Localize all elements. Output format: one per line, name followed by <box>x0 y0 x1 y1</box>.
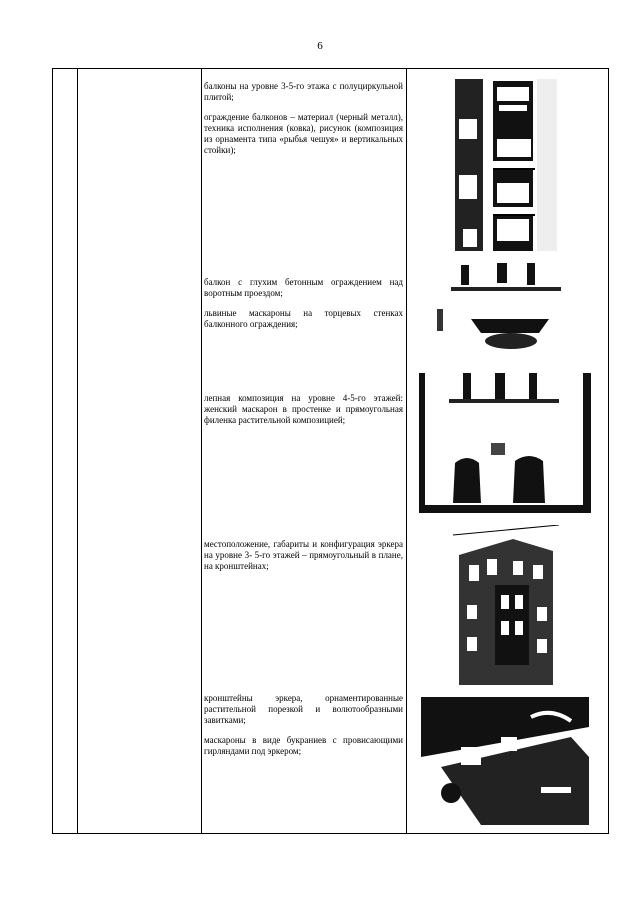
entry-1-paragraph-2: ограждение балконов – материал (черный металл), техника исполнения (ковка), рисунок (композиция из орнамента типа «рыбья чешуя» и вертикальных стойки); <box>204 112 403 155</box>
entry-5-paragraph-2: маскароны в виде букраниев с провисающими гирляндами под эркером; <box>204 735 403 756</box>
stucco-composition-photo <box>419 373 591 513</box>
entry-5-paragraph-1: кронштейны эркера, орнаментированные растительной порезкой и волютообразными завитками; <box>204 693 403 725</box>
entry-2-paragraph-2: львиные маскароны на торцевых стенках балконного ограждения; <box>204 308 403 329</box>
entry-text-1 <box>202 81 407 165</box>
entry-1-paragraph-1: балконы на уровне 3-5-го этажа с полуциркульной плитой; <box>204 81 403 102</box>
table-row <box>53 69 609 834</box>
row-number-cell <box>53 69 78 834</box>
entry-3-paragraph-1: лепная композиция на уровне 4-5-го этажей: женский маскарон в простенке и прямоугольная филенка растительной композицией; <box>204 393 403 425</box>
bay-window-photo <box>453 525 559 685</box>
balcony-over-gateway-photo <box>431 263 581 357</box>
entry-text-3 <box>202 393 407 435</box>
building-balconies-photo <box>453 79 557 251</box>
entry-text-2 <box>202 277 407 339</box>
object-name-cell <box>78 69 202 834</box>
description-cell <box>202 69 407 834</box>
photo-cell <box>407 69 609 834</box>
description-table <box>52 68 609 834</box>
page-number: 6 <box>317 40 323 52</box>
entry-2-paragraph-1: балкон с глухим бетонным ограждением над воротным проездом; <box>204 277 403 298</box>
entry-text-5 <box>202 693 407 766</box>
bay-window-brackets-photo <box>421 697 589 825</box>
entry-text-4 <box>202 539 407 581</box>
entry-4-paragraph-1: местоположение, габариты и конфигурация эркера на уровне 3- 5-го этажей – прямоугольный в плане, на кронштейнах; <box>204 539 403 571</box>
